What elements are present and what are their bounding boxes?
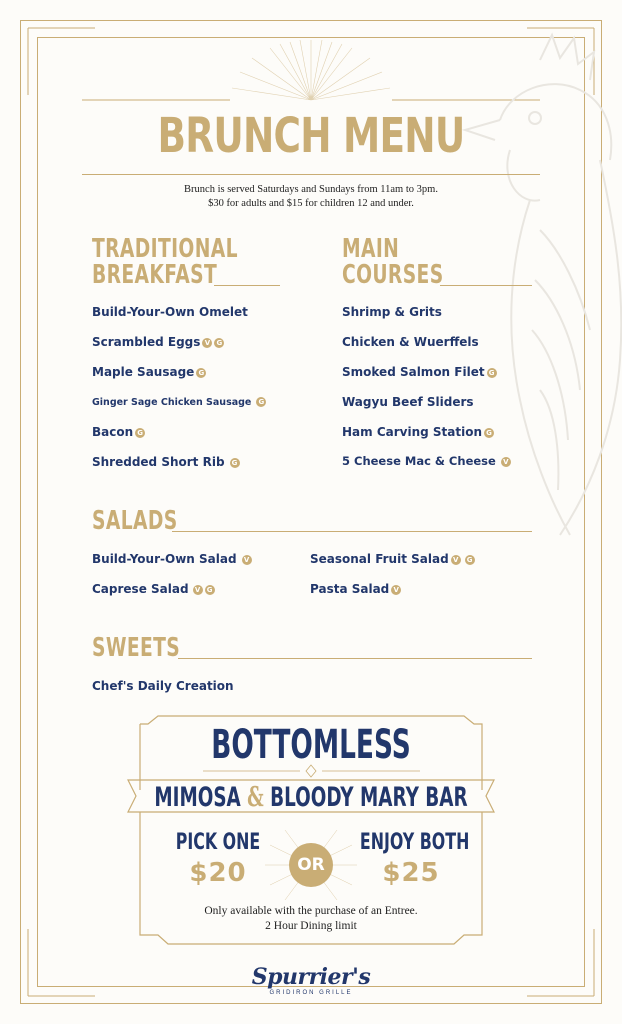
gluten-free-badge: G (205, 585, 215, 595)
menu-item (92, 552, 252, 566)
item-name: Chef's Daily Creation (92, 679, 234, 693)
option1-label: PICK ONE (175, 830, 261, 855)
item-name: Ginger Sage Chicken Sausage (92, 397, 252, 408)
bar-title-part2: BLOODY MARY BAR (270, 782, 468, 813)
vegetarian-badge: V (242, 555, 252, 565)
item-name: Ham Carving Station (342, 425, 483, 439)
main-heading-line2: COURSES (342, 260, 444, 290)
menu-item (92, 365, 206, 379)
vegetarian-badge: V (202, 338, 212, 348)
menu-item (342, 454, 511, 468)
gluten-free-badge: G (484, 428, 494, 438)
main-rule (440, 285, 532, 286)
or-badge: OR (289, 843, 333, 887)
menu-item (92, 305, 248, 319)
logo-script: Spurrier's (251, 964, 371, 990)
menu-item (342, 365, 497, 379)
item-name: Shredded Short Rib (92, 455, 225, 469)
mimosa-bar-title (100, 782, 523, 813)
sweets-heading: SWEETS (92, 633, 181, 663)
option2-label: ENJOY BOTH (359, 830, 470, 855)
salads-heading: SALADS (92, 506, 178, 536)
gluten-free-badge: G (230, 458, 240, 468)
menu-item (92, 679, 234, 693)
menu-item (310, 552, 475, 566)
menu-item (342, 425, 494, 439)
brand-logo (246, 966, 376, 996)
menu-item (342, 305, 442, 319)
item-name: Smoked Salmon Filet (342, 365, 485, 379)
menu-item (92, 425, 145, 439)
menu-item (342, 335, 479, 349)
vegetarian-badge: V (451, 555, 461, 565)
item-name: Caprese Salad (92, 582, 189, 596)
intro-text (0, 183, 622, 211)
promo-note-1: Only available with the purchase of an Entree. (204, 905, 418, 917)
item-name: Pasta Salad (310, 582, 390, 596)
item-name: Build-Your-Own Omelet (92, 305, 248, 319)
breakfast-heading-line2: BREAKFAST (92, 260, 218, 290)
vegetarian-badge: V (391, 585, 401, 595)
gluten-free-badge: G (196, 368, 206, 378)
salads-rule (172, 531, 532, 532)
gluten-free-badge: G (487, 368, 497, 378)
vegetarian-badge: V (193, 585, 203, 595)
menu-item (92, 455, 240, 469)
item-name: Scrambled Eggs (92, 335, 201, 349)
menu-item (310, 582, 401, 596)
item-name: Wagyu Beef Sliders (342, 395, 474, 409)
bottomless-title: BOTTOMLESS (211, 722, 411, 768)
option1-price: $20 (189, 858, 247, 888)
menu-item (92, 582, 215, 596)
intro-line-1: Brunch is served Saturdays and Sundays from 11am to 3pm. (184, 184, 438, 195)
title-rule (82, 174, 540, 175)
menu-item (92, 396, 266, 410)
bar-title-part1: MIMOSA (154, 782, 241, 813)
menu-item (92, 335, 224, 349)
ampersand: & (247, 782, 264, 813)
gluten-free-badge: G (135, 428, 145, 438)
gluten-free-badge: G (465, 555, 475, 565)
vegetarian-badge: V (501, 457, 511, 467)
promo-note-2: 2 Hour Dining limit (265, 920, 357, 932)
page-title: BRUNCH MENU (157, 108, 465, 164)
item-name: Bacon (92, 425, 134, 439)
main-heading-line1: MAIN (342, 234, 400, 264)
menu-item (342, 395, 474, 409)
gluten-free-badge: G (214, 338, 224, 348)
option2-price: $25 (382, 858, 440, 888)
item-name: Seasonal Fruit Salad (310, 552, 449, 566)
item-name: 5 Cheese Mac & Cheese (342, 454, 496, 468)
gluten-free-badge: G (256, 397, 266, 407)
breakfast-rule (214, 285, 280, 286)
item-name: Shrimp & Grits (342, 305, 442, 319)
item-name: Build-Your-Own Salad (92, 552, 237, 566)
breakfast-heading-line1: TRADITIONAL (92, 234, 238, 264)
item-name: Maple Sausage (92, 365, 195, 379)
item-name: Chicken & Wuerffels (342, 335, 479, 349)
logo-subtitle: GRIDIRON GRILLE (269, 990, 353, 996)
sweets-rule (178, 658, 532, 659)
intro-line-2: $30 for adults and $15 for children 12 and under. (208, 198, 414, 209)
